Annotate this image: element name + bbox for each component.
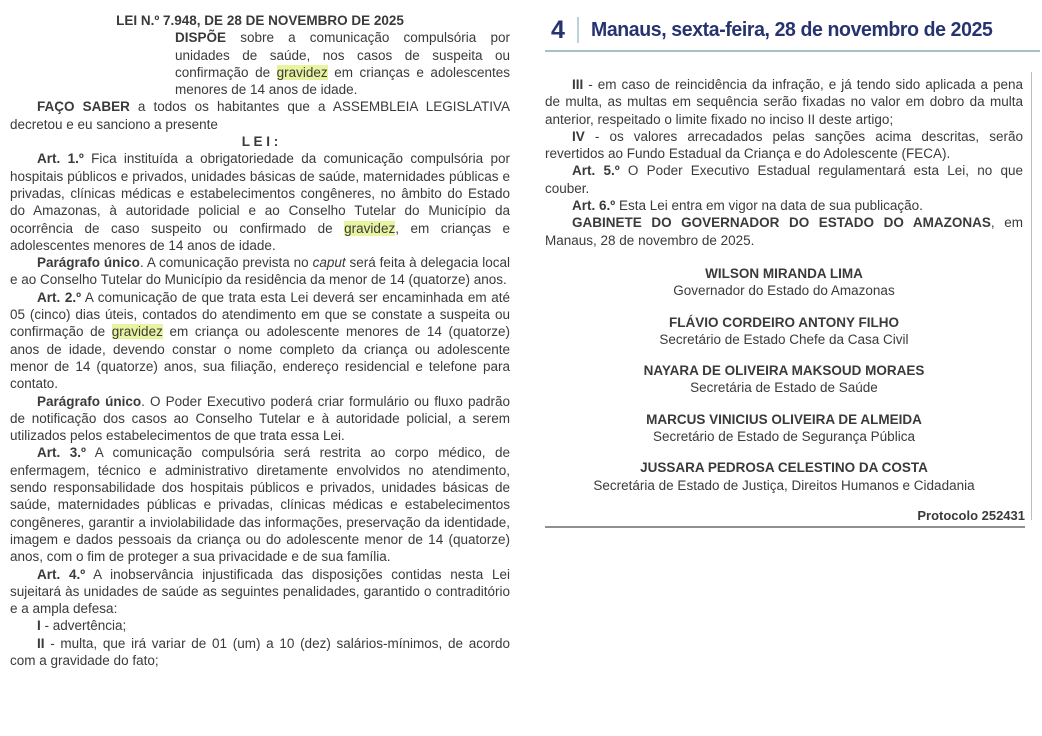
law-paragraphs [10,29,510,669]
text-segment: . O Poder Executivo poderá criar formulário ou fluxo padrão de notificação dos casos ao Conselho Tutelar e à autoridade policial, a serem utilizados pelos estabelecimentos de que trata essa Lei. [10,393,510,444]
ementa-paragraph [175,29,510,98]
signatory-role: Secretário de Estado de Segurança Pública [653,429,915,445]
text-segment: a todos os habitantes que a ASSEMBLEIA LEGISLATIVA decretou e eu sanciono a presente [10,99,510,132]
text-segment: Art. 3.º [37,445,86,461]
text-segment: , em Manaus, 28 de novembro de 2025. [545,215,1023,248]
page-number: 4 [551,16,565,44]
text-segment: Art. 2.º [37,289,82,305]
law-title: LEI N.º 7.948, DE 28 DE NOVEMBRO DE 2025 [116,13,404,28]
signature-block [545,362,1023,397]
signature-block [545,314,1023,349]
signature-block [545,265,1023,300]
art-1-paragrafo-unico [10,254,510,289]
signatory-name: NAYARA DE OLIVEIRA MAKSOUD MORAES [643,363,925,379]
art-4-paragraph [10,566,510,618]
header-date-line: Manaus, sexta-feira, 28 de novembro de 2025 [590,18,993,41]
header-separator-bar [577,17,579,43]
text-segment: Art. 6.º [572,198,616,214]
law-paragraphs-continued [545,76,1023,249]
column-right-border [1031,72,1032,520]
faco-saber-paragraph [10,98,510,133]
text-segment: - multa, que irá variar de 01 (um) a 10 (dez) salários-mínimos, de acordo com a gravidade do fato; [10,635,510,668]
text-segment: Esta Lei entra em vigor na data de sua publicação. [615,198,923,214]
art-6-paragraph [545,197,1023,214]
highlighted-term: gravidez [276,64,328,80]
art-2-paragrafo-unico [10,393,510,445]
text-segment: A comunicação de que trata esta Lei deverá ser encaminhada em até 05 (cinco) dias úteis, contados do atendimento em que se constate a suspeita ou confirmação de [10,289,510,340]
text-segment: em criança ou adolescente menores de 14 (quatorze) anos de idade, devendo constar o nome completo da criança ou adolescente menor de 14 (quatorze) anos, sua filiação, endereço residencial e telefone para contato. [10,324,510,392]
text-segment: . A comunicação prevista no [139,255,313,271]
inciso-ii [10,635,510,670]
text-segment: Parágrafo único [37,393,142,409]
signatory-name: FLÁVIO CORDEIRO ANTONY FILHO [668,314,899,330]
inciso-i [10,617,510,634]
signatory-name: JUSSARA PEDROSA CELESTINO DA COSTA [640,460,928,476]
art-2-paragraph [10,289,510,393]
signatory-role: Secretária de Estado de Justiça, Direitos Humanos e Cidadania [593,477,975,493]
text-segment: Art. 1.º [37,151,84,167]
signature-list [545,265,1023,494]
text-segment: IV [572,128,585,144]
right-column [545,16,1040,528]
protocol-number: Protocolo 252431 [917,507,1025,523]
text-segment: I [37,618,41,634]
art-5-paragraph [545,162,1023,197]
text-segment: FAÇO SABER [37,99,130,115]
text-segment: Art. 4.º [37,566,86,582]
text-segment: sobre a comunicação compulsória por unidades de saúde, nos casos de suspeita ou confirmação de [175,30,510,80]
text-segment: Parágrafo único [37,255,140,271]
highlighted-term: gravidez [111,324,163,340]
signature-block [545,411,1023,446]
signatory-role: Governador do Estado do Amazonas [673,283,895,299]
text-segment: O Poder Executivo Estadual regulamentará esta Lei, no que couber. [545,163,1023,196]
signature-block [545,459,1023,494]
text-segment: - advertência; [40,618,127,634]
text-segment: caput [312,255,346,271]
text-segment: III [572,77,584,92]
text-segment: Art. 5.º [572,163,620,179]
law-text-column [10,12,510,669]
signatory-name: WILSON MIRANDA LIMA [705,265,863,281]
text-segment: será feita à delegacia local e ao Conselho Tutelar do Município da residência da menor de 14 (quatorze) anos. [10,255,510,288]
art-3-paragraph [10,444,510,565]
gabinete-paragraph [545,214,1023,249]
text-segment: em crianças e adolescentes menores de 14 anos de idade. [175,64,510,98]
protocol-row [545,508,1025,528]
text-segment: A comunicação compulsória será restrita ao corpo médico, de enfermagem, técnico e administrativo diretamente envolvidos no atendimento, sendo responsabilidade dos hospitais públicos e privados, unidades básicas de saúde, maternidades públicas e privadas, clínicas médicas e estabelecimentos congêneres, garantir a inviolabilidade das informações, preservação da identidade, imagem e dados pessoais da criança ou do adolescente menor de 14 (quatorze) anos, com o fim de proteger a sua privacidade e de sua família. [10,445,510,565]
art-1-paragraph [10,150,510,254]
inciso-iv [545,128,1023,163]
text-segment: - em caso de reincidência da infração, e já tendo sido aplicada a pena de multa, as multas em sequência serão fixadas no valor em dobro da multa anterior, respeitado o limite fixado no inciso II deste artigo; [545,77,1023,127]
highlighted-term: gravidez [344,220,396,236]
signatory-name: MARCUS VINICIUS OLIVEIRA DE ALMEIDA [646,411,922,427]
lei-heading [10,133,510,150]
signatory-role: Secretária de Estado de Saúde [690,380,878,396]
text-segment: DISPÕE [175,30,227,46]
signatory-role: Secretário de Estado Chefe da Casa Civil [659,331,909,347]
text-segment: A inobservância injustificada das disposições contidas nesta Lei sujeitará às unidades de saúde as seguintes penalidades, garantido o contraditório e a ampla defesa: [10,566,510,617]
text-segment: II [37,635,45,651]
page-header [545,16,1040,52]
text-segment: L E I : [241,134,279,150]
text-segment: - os valores arrecadados pelas sanções acima descritas, serão revertidos ao Fundo Estadual da Criança e do Adolescente (FECA). [545,128,1023,162]
text-segment: , em crianças e adolescentes menores de 14 anos de idade. [10,220,510,253]
inciso-iii [545,76,1023,128]
text-segment: GABINETE DO GOVERNADOR DO ESTADO DO AMAZONAS [572,215,991,231]
text-segment: Fica instituída a obrigatoriedade da comunicação compulsória por hospitais públicos e privados, unidades básicas de saúde, maternidades públicas e privadas, clínicas médicas e estabelecimentos congêneres, no âmbito do Estado do Amazonas, à autoridade policial e ao Conselho Tutelar do Município da ocorrência de caso suspeito ou confirmado de [10,151,510,236]
